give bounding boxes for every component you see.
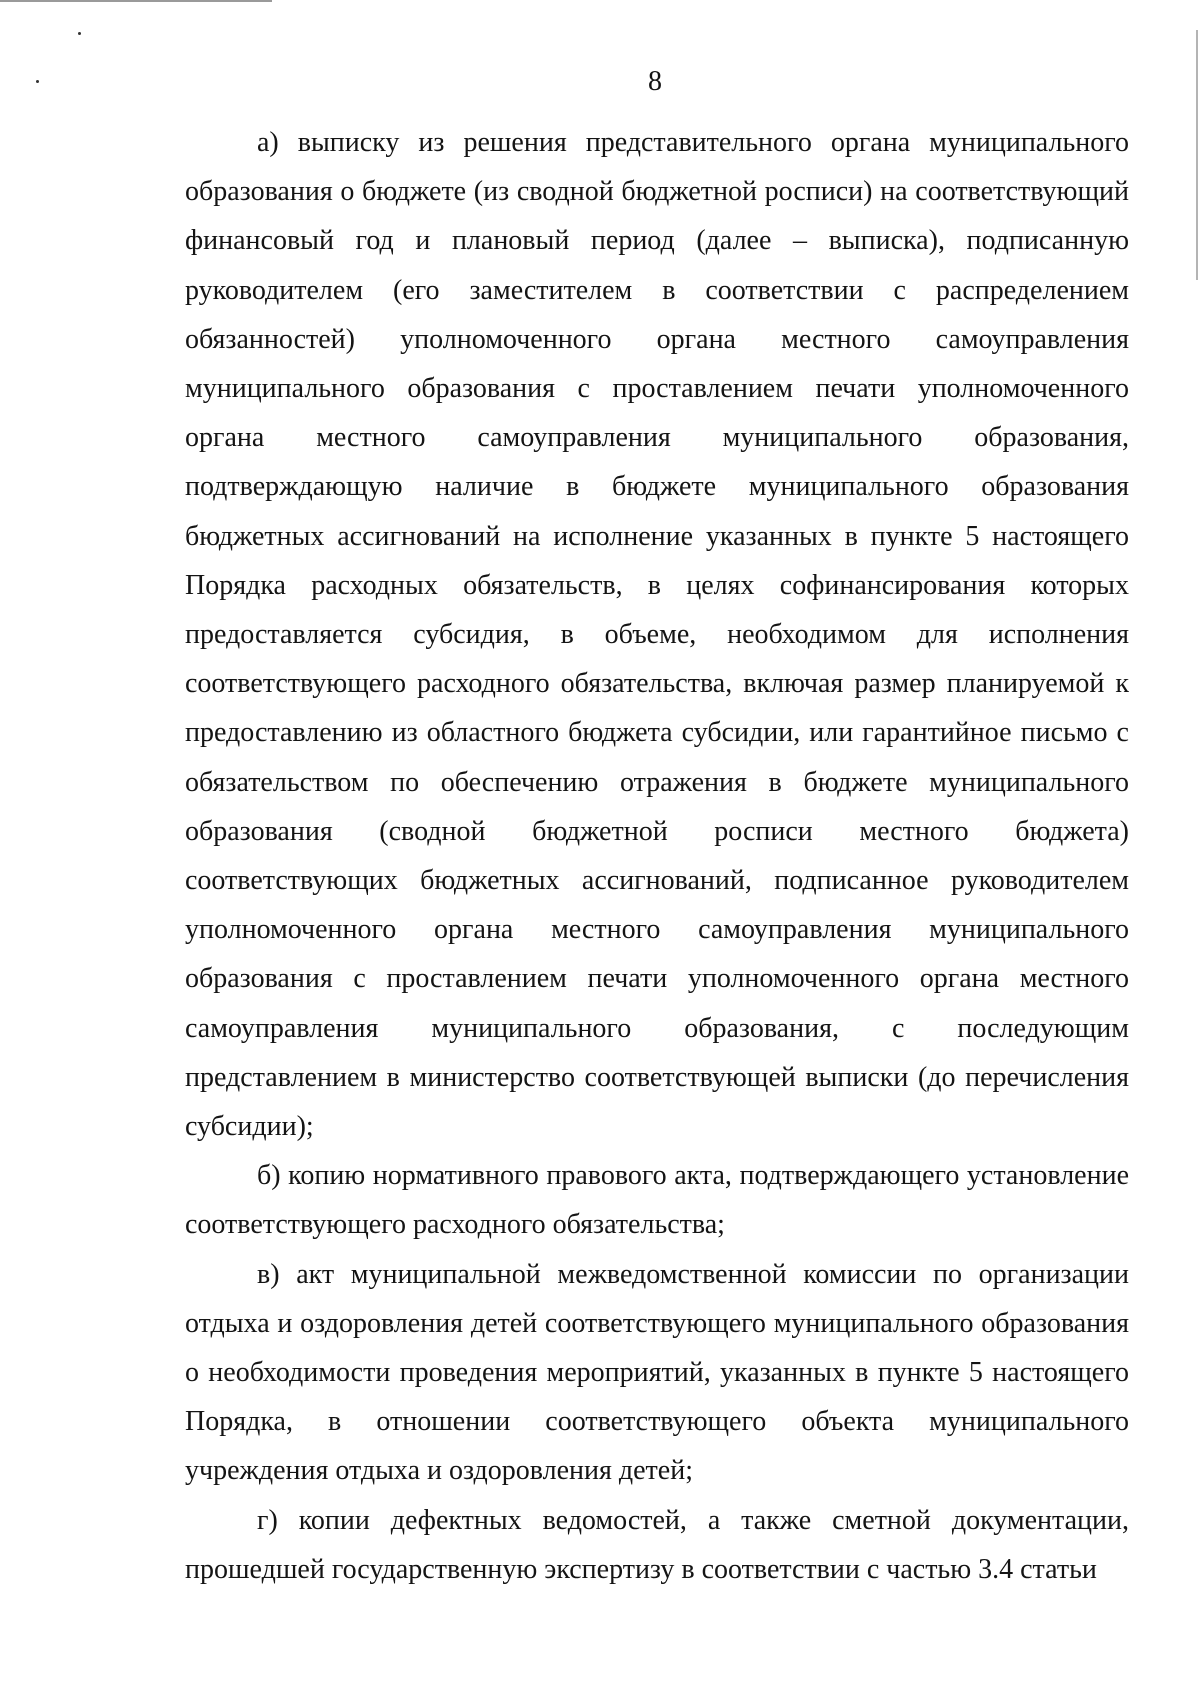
paragraph-a: а) выписку из решения представительного органа муниципального образования о бюджете (из сводной бюджетной росписи) на соответствующий финансовый год и плановый период (далее – выписка), подписанную руководителем (его заместителем в соответствии с распределением обязанностей) уполномоченного органа местного самоуправления муниципального образования с проставлением печати уполномоченного органа местного самоуправления муниципального образования, подтверждающую наличие в бюджете муниципального образования бюджетных ассигнований на исполнение указанных в пункте 5 настоящего Порядка расходных обязательств, в целях софинансирования которых предоставляется субсидия, в объеме, необходимом для исполнения соответствующего расходного обязательства, включая размер планируемой к предоставлению из областного бюджета субсидии, или гарантийное письмо с обязательством по обеспечению отражения в бюджете муниципального образования (сводной бюджетной росписи местного бюджета) соответствующих бюджетных ассигнований, подписанное руководителем уполномоченного органа местного самоуправления муниципального образования с проставлением печати уполномоченного органа местного самоуправления муниципального образования, с последующим представлением в министерство соответствующей выписки (до перечисления субсидии); [185, 127, 1129, 1143]
paragraph-g: г) копии дефектных ведомостей, а также сметной документации, прошедшей государственную экспертизу в соответствии с частью 3.4 статьи [185, 1504, 1129, 1585]
paragraph-b: б) копию нормативного правового акта, подтверждающего установление соответствующего расходного обязательства; [185, 1160, 1129, 1241]
paragraph-v: в) акт муниципальной межведомственной комиссии по организации отдыха и оздоровления детей соответствующего муниципального образования о необходимости проведения мероприятий, указанных в пункте 5 настоящего Порядка, в отношении соответствующего объекта муниципального учреждения отдыха и оздоровления детей; [185, 1258, 1129, 1487]
page-number: 8 [648, 66, 662, 97]
scan-dot [78, 32, 81, 35]
document-body [185, 118, 1129, 1594]
scan-edge-top [0, 0, 272, 2]
